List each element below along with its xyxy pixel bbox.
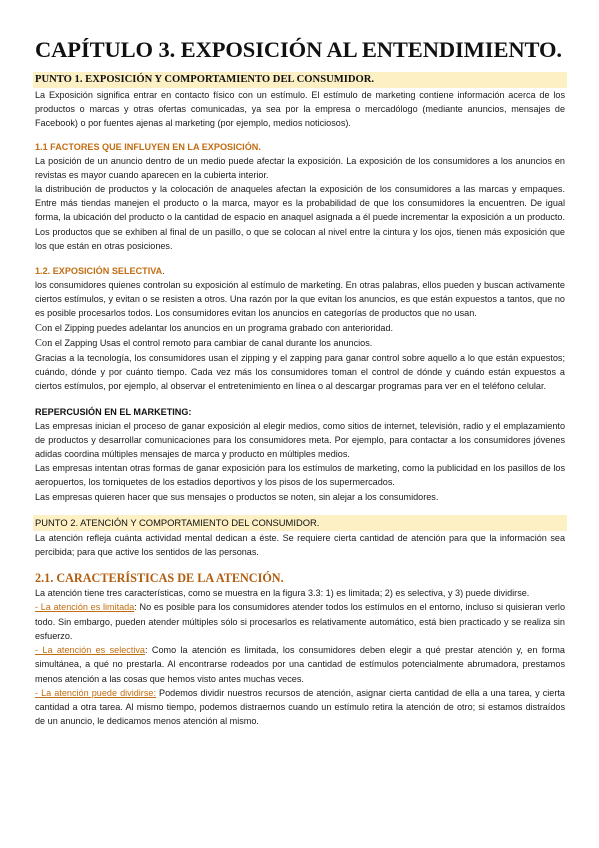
attention-divided-text: Podemos dividir nuestros recursos de atención, asignar cierta cantidad de ella a una tarea, y cierta cantidad a otra tarea. Al mismo tiempo, podemos distraernos cuando un estímulo retira la atención de otro; si estamos distraídos de un anuncio, le dedicamos menos atención al mismo.: [35, 687, 565, 727]
section-1-1-title: 1.1 FACTORES QUE INFLUYEN EN LA EXPOSICIÓN.: [35, 141, 261, 152]
point-1-intro: La Exposición significa entrar en contacto físico con un estímulo. El estímulo de marketing contiene información acerca de los productos o marcas y otras ofertas comunicadas, ya sea por la empresa o mercadólogo (mediante anuncios, mensajes de Facebook) o por fuentes ajenas al marketing (por ejemplo, medios noticiosos).: [35, 90, 565, 129]
section-1-2-title-suffix: .: [162, 266, 165, 277]
attention-divided-label: - La atención puede dividirse:: [35, 687, 156, 698]
attention-limited-text: : No es posible para los consumidores atender todos los estímulos en el entorno, incluso si quisieran verlo todo. Sin embargo, pueden atender múltiples sólo si procesarlos es relativamente automático, está bien practicado y se realiza sin esfuerzo.: [35, 602, 565, 641]
section-1-1-paragraph-1: La posición de un anuncio dentro de un medio puede afectar la exposición. La exposición de los consumidores a los anuncios en revistas es mayor cuando aparecen en la cubierta interior.: [35, 155, 565, 180]
section-1-1-paragraph-2: la distribución de productos y la colocación de anaqueles afectan la exposición de los consumidores a las marcas y empaques. Entre más tiendas manejen el producto o la marca, mayor es la probabilidad de que los consumidores la encuentren. De igual forma, la ubicación del producto o la cantidad de espacio en anaquel asignada a él puede incrementar la exposición a un producto. Los productos que se exhiben al final de un pasillo, o que se colocan al nivel entre la cintura y los ojos, tienen más exposición que los que están en otras posiciones.: [35, 184, 565, 251]
repercusion-title: REPERCUSIÓN EN EL MARKETING:: [35, 406, 192, 417]
attention-selective-text: : Como la atención es limitada, los consumidores deben elegir a qué prestar atención y, en forma simultánea, a qué no prestarla. Al encontrarse rodeados por una cantidad de estímulos potencialmente abrumadora, prestamos menos atención a las cosas que hemos visto antes muchas veces.: [35, 645, 565, 684]
repercusion-paragraph-3: Las empresas quieren hacer que sus mensajes o productos se noten, sin alejar a los consumidores.: [35, 491, 439, 502]
con-word: Con: [35, 337, 53, 349]
section-2-1-paragraph-1: La atención tiene tres características, como se muestra en la figura 3.3: 1) es limitada; 2) es selectiva, y 3) puede dividirse.: [35, 588, 530, 599]
point-2-title: PUNTO 2. ATENCIÓN Y COMPORTAMIENTO DEL CONSUMIDOR.: [33, 515, 567, 531]
repercusion-paragraph-1: Las empresas inician el proceso de ganar exposición al elegir medios, como sitios de internet, televisión, radio y el emplazamiento de productos y desarrollar comunicaciones para los consumidores meta. Por ejemplo, para contactar a los consumidores jóvenes adidas coordina múltiples mensajes de marca y producto en múltiples medios.: [35, 420, 565, 460]
document-page: [35, 36, 565, 728]
section-1-2-title-text: 1.2. EXPOSICIÓN SELECTIVA: [35, 266, 163, 277]
attention-selective-label: - La atención es selectiva: [35, 645, 145, 656]
attention-limited-item: [35, 600, 565, 643]
section-2-1-title: 2.1. CARACTERÍSTICAS DE LA ATENCIÓN.: [35, 571, 284, 586]
section-1-2-paragraph-1: los consumidores quienes controlan su exposición al estímulo de marketing. En otras palabras, ellos pueden y buscan activamente ciertos estímulos, y evitan o se resisten a otros. Una razón por la que evitan los anuncios, es que están expuestos a tantos, que no es posible procesarlos todos. Los consumidores evitan los anuncios en categorías de productos que no usan.: [35, 280, 565, 319]
point-1-title: PUNTO 1. EXPOSICIÓN Y COMPORTAMIENTO DEL CONSUMIDOR.: [33, 72, 567, 88]
chapter-title: CAPÍTULO 3. EXPOSICIÓN AL ENTENDIMIENTO.: [35, 37, 562, 62]
section-1-2-paragraph-2: Gracias a la tecnología, los consumidores usan el zipping y el zapping para ganar control sobre aquello a lo que están expuestos; cuándo, dónde y por cuánto tiempo. Cada vez más los consumidores toman el control de dónde y cuándo están expuestos a ciertos estímulos, por ejemplo, al observar el entretenimiento en línea o al descargar programas para ver en el teléfono celular.: [35, 353, 565, 392]
zipping-line: [35, 321, 565, 336]
point-2-intro: La atención refleja cuánta actividad mental dedican a éste. Se requiere cierta cantidad de atención para que la información sea percibida; para que active los sentidos de las personas.: [35, 532, 565, 558]
zapping-text: el Zapping Usas el control remoto para cambiar de canal durante los anuncios.: [52, 337, 373, 348]
attention-divided-item: [35, 686, 565, 729]
con-word: Con: [35, 322, 53, 334]
attention-limited-label: - La atención es limitada: [35, 602, 135, 613]
attention-selective-item: [35, 643, 565, 686]
section-1-2-title: [35, 264, 565, 278]
zipping-text: el Zipping puedes adelantar los anuncios en un programa grabado con anterioridad.: [52, 322, 394, 333]
repercusion-paragraph-2: Las empresas intentan otras formas de ganar exposición para los estímulos de marketing, como la publicidad en los pasillos de los aeropuertos, los torniquetes de los estadios deportivos y los pisos de los supermercados.: [35, 463, 565, 488]
zapping-line: [35, 336, 565, 351]
